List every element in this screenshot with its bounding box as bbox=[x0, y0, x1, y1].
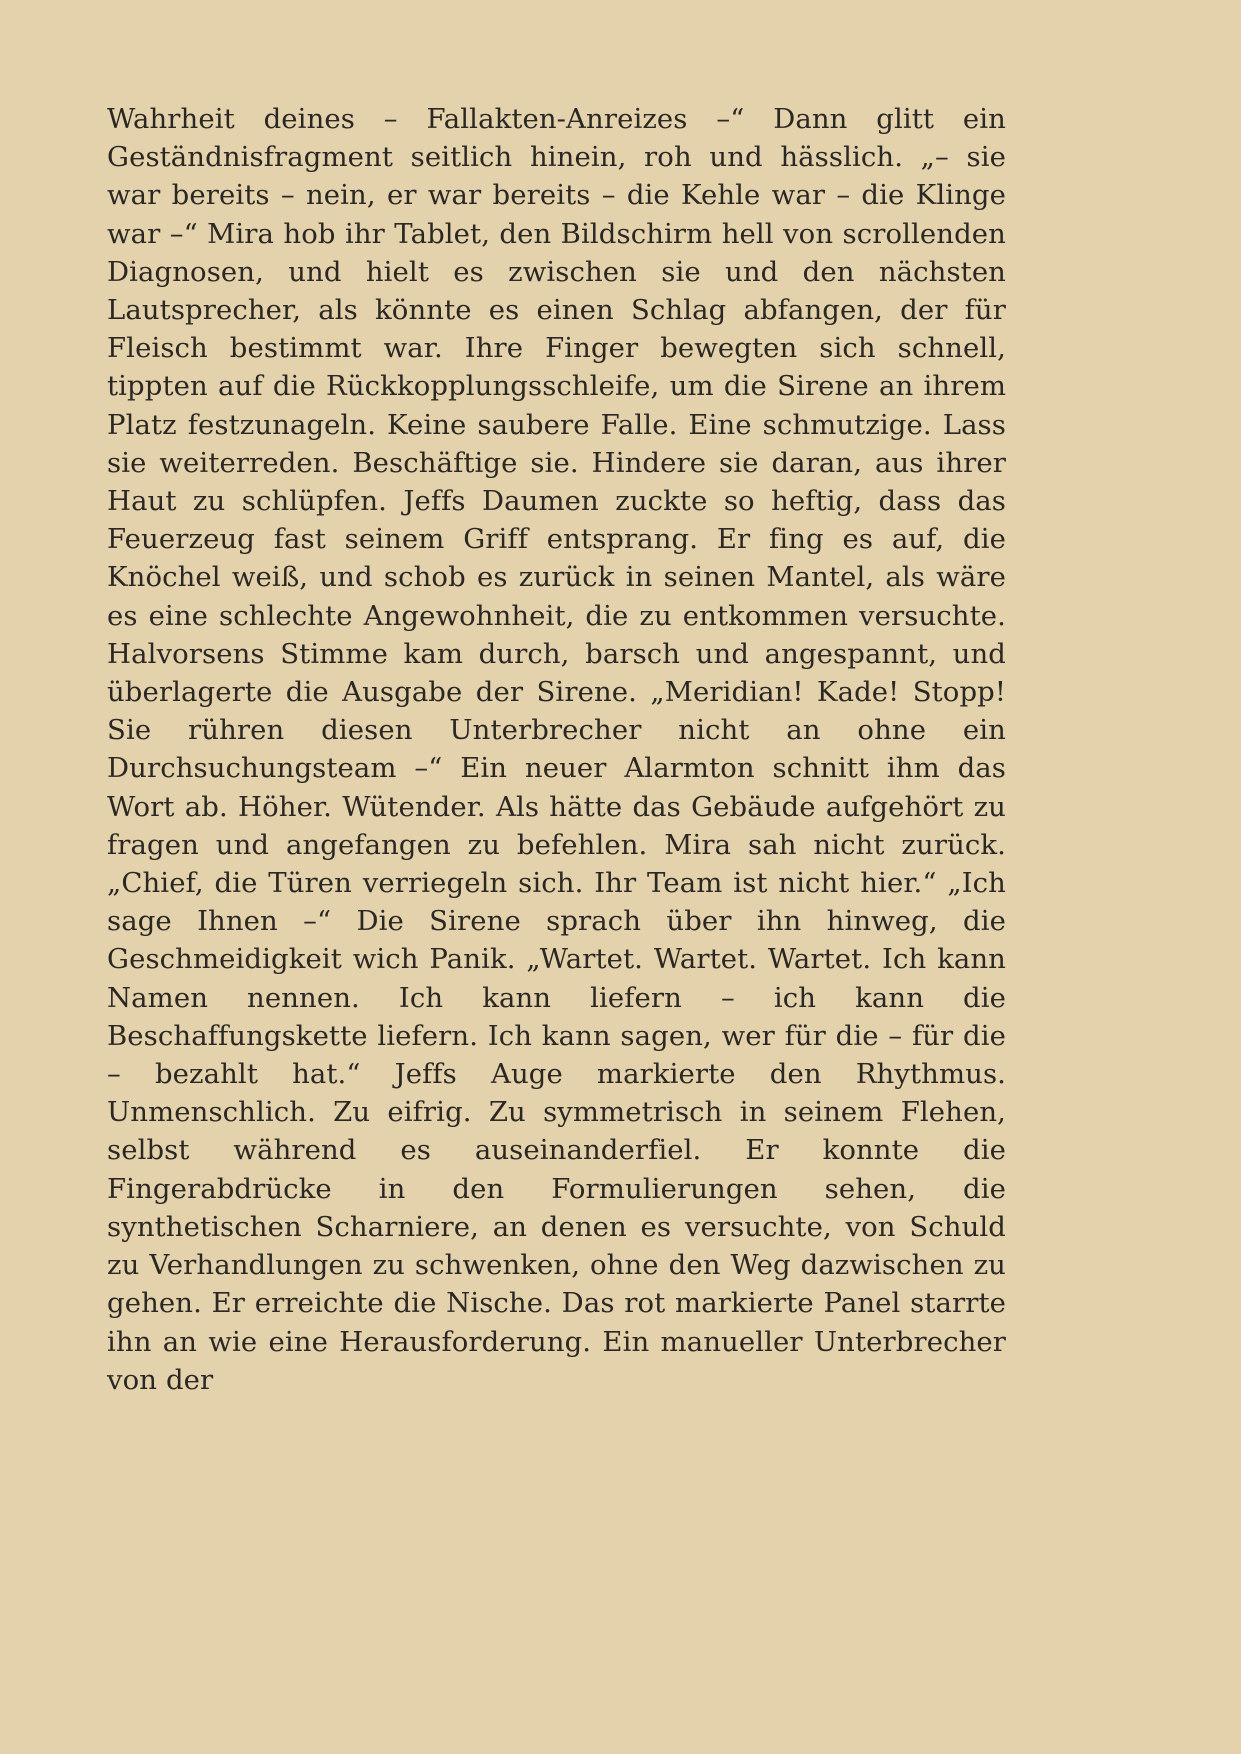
body-text-block bbox=[107, 100, 1006, 1399]
body-paragraph: Wahrheit deines – Fallakten-Anreizes –“ Dann glitt ein Geständnisfragment seitlich hinein, roh und hässlich. „– sie war bereits – nein, er war bereits – die Kehle war – die Klinge war –“ Mira hob ihr Tablet, den Bildschirm hell von scrollenden Diagnosen, und hielt es zwischen sie und den nächsten Lautsprecher, als könnte es einen Schlag abfangen, der für Fleisch bestimmt war. Ihre Finger bewegten sich schnell, tippten auf die Rückkopplungsschleife, um die Sirene an ihrem Platz festzunageln. Keine saubere Falle. Eine schmutzige. Lass sie weiterreden. Beschäftige sie. Hindere sie daran, aus ihrer Haut zu schlüpfen. Jeffs Daumen zuckte so heftig, dass das Feuerzeug fast seinem Griff entsprang. Er fing es auf, die Knöchel weiß, und schob es zurück in seinen Mantel, als wäre es eine schlechte Angewohnheit, die zu entkommen versuchte. Halvorsens Stimme kam durch, barsch und angespannt, und überlagerte die Ausgabe der Sirene. „Meridian! Kade! Stopp! Sie rühren diesen Unterbrecher nicht an ohne ein Durchsuchungsteam –“ Ein neuer Alarmton schnitt ihm das Wort ab. Höher. Wütender. Als hätte das Gebäude aufgehört zu fragen und angefangen zu befehlen. Mira sah nicht zurück. „Chief, die Türen verriegeln sich. Ihr Team ist nicht hier.“ „Ich sage Ihnen –“ Die Sirene sprach über ihn hinweg, die Geschmeidigkeit wich Panik. „Wartet. Wartet. Wartet. Ich kann Namen nennen. Ich kann liefern – ich kann die Beschaffungskette liefern. Ich kann sagen, wer für die – für die – bezahlt hat.“ Jeffs Auge markierte den Rhythmus. Unmenschlich. Zu eifrig. Zu symmetrisch in seinem Flehen, selbst während es auseinanderfiel. Er konnte die Fingerabdrücke in den Formulierungen sehen, die synthetischen Scharniere, an denen es versuchte, von Schuld zu Verhandlungen zu schwenken, ohne den Weg dazwischen zu gehen. Er erreichte die Nische. Das rot markierte Panel starrte ihn an wie eine Herausforderung. Ein manueller Unterbrecher von der bbox=[107, 103, 1006, 1396]
